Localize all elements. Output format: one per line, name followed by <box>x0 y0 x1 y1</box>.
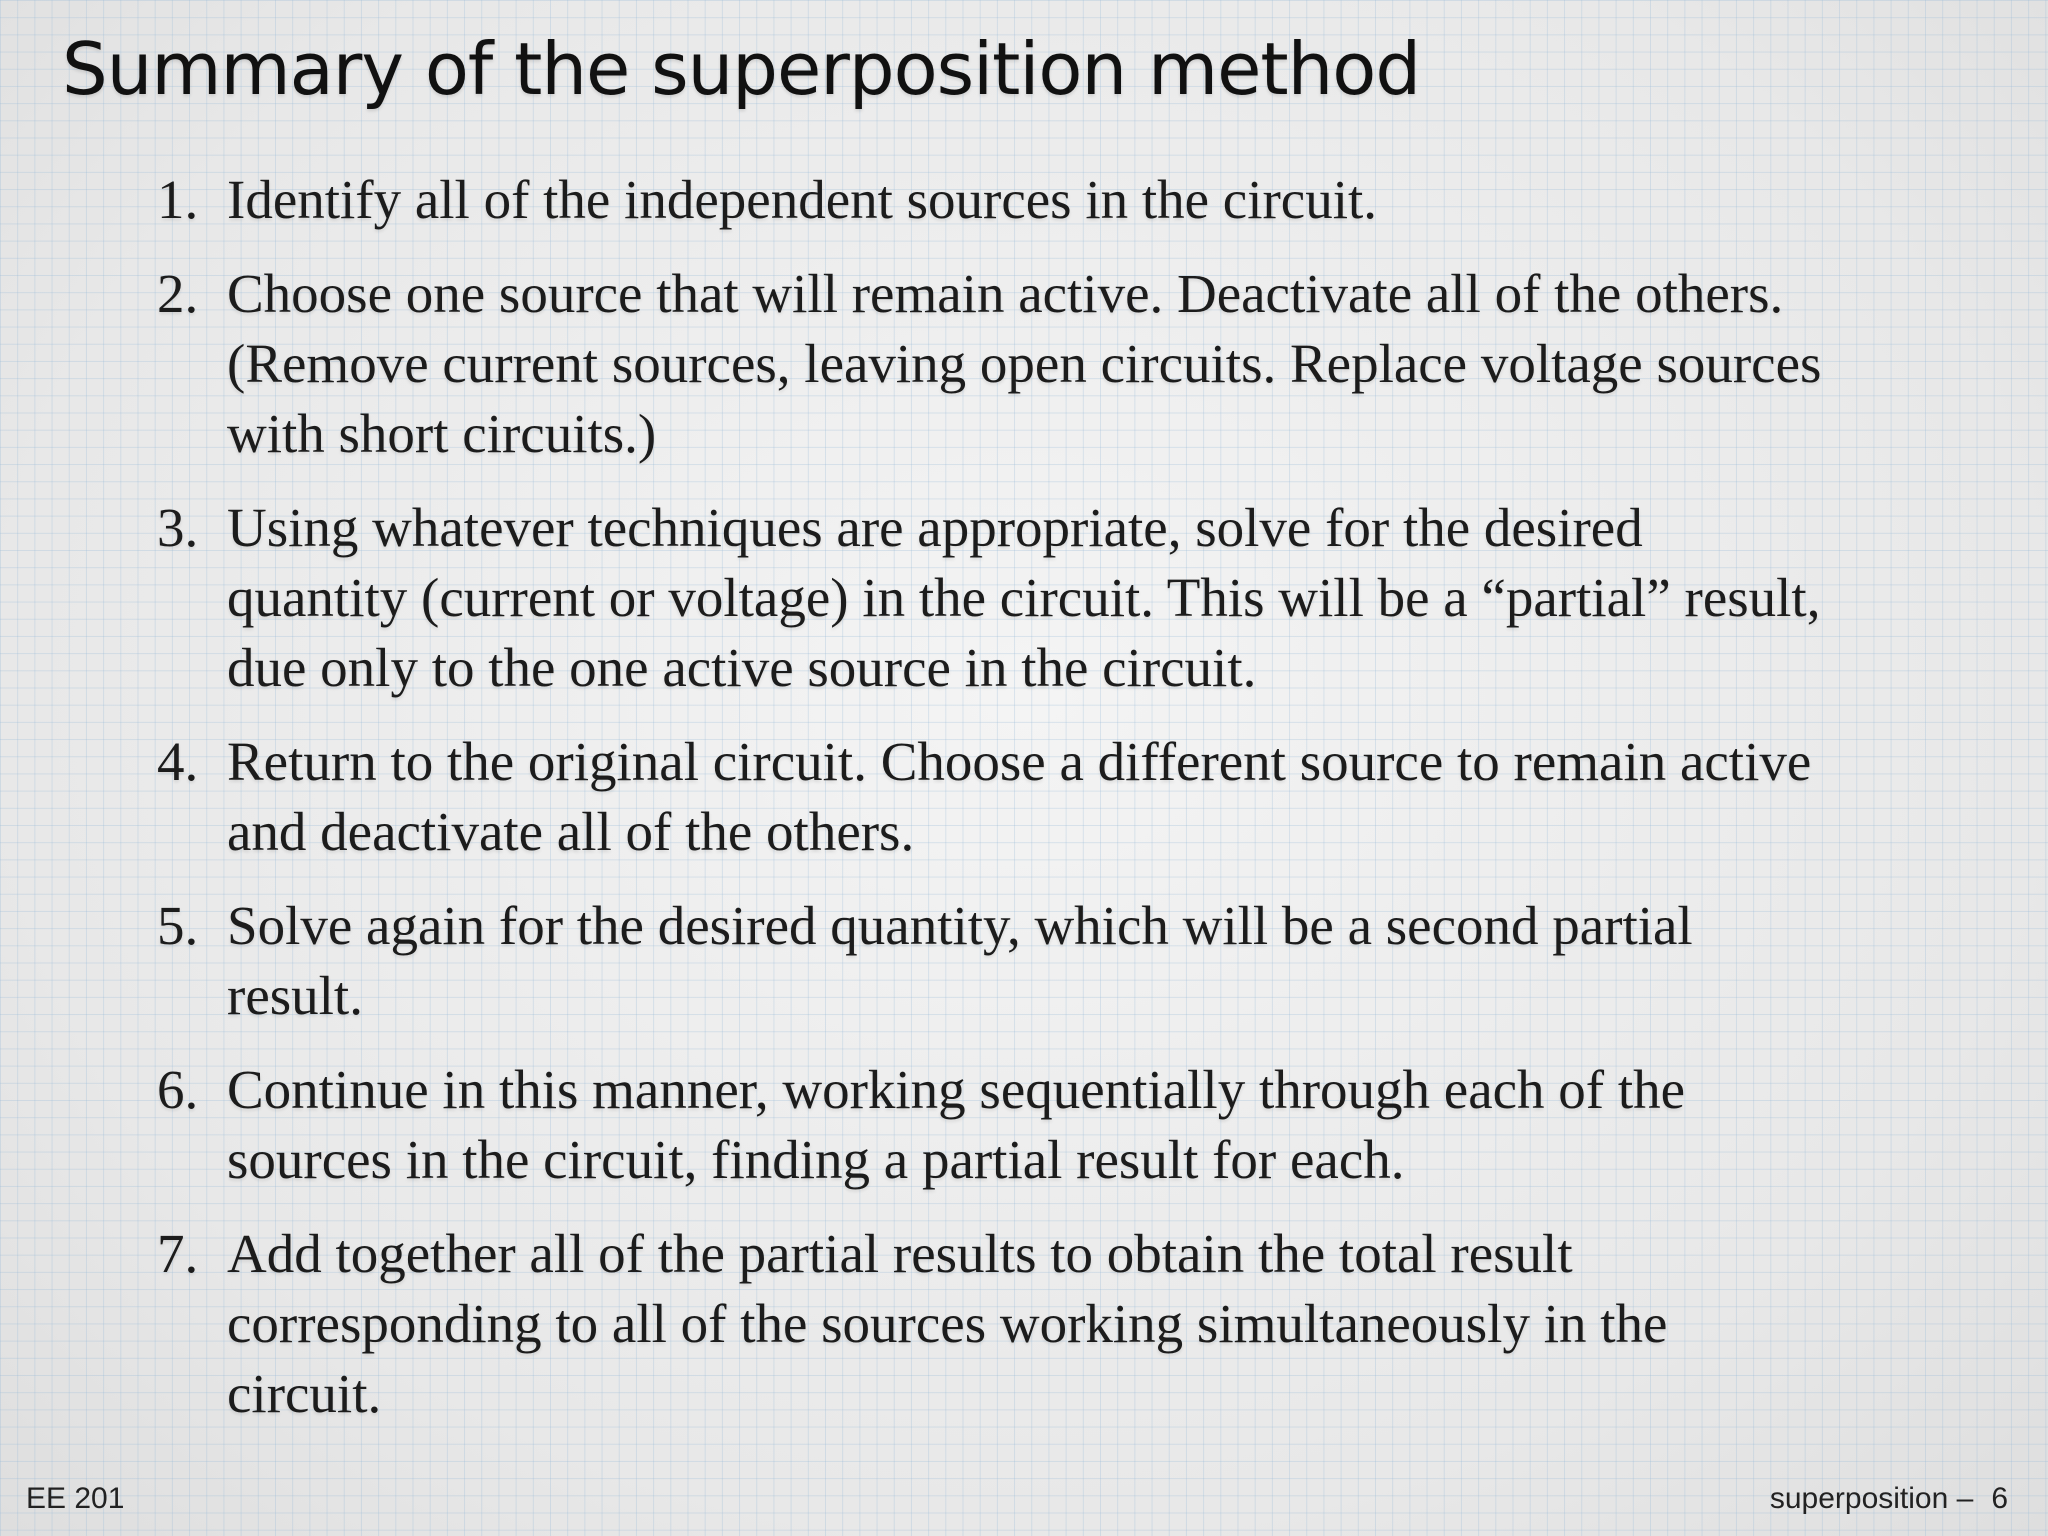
step-number: 5. <box>157 895 199 956</box>
step-item <box>0 165 1827 235</box>
step-number: 7. <box>157 1223 199 1284</box>
step-item <box>0 1055 1827 1195</box>
step-text: Identify all of the independent sources in the circuit. <box>227 169 1378 230</box>
step-text: Solve again for the desired quantity, which will be a second partial result. <box>227 895 1693 1026</box>
footer-page-info <box>1770 1482 2008 1516</box>
step-item <box>0 493 1827 703</box>
footer-topic: superposition – <box>1769 1482 1974 1515</box>
step-text: Add together all of the partial results to obtain the total result corresponding to all of the sources working simultaneously in the circuit. <box>227 1223 1668 1424</box>
step-number: 1. <box>157 169 199 230</box>
step-text: Choose one source that will remain active. Deactivate all of the others. (Remove current sources, leaving open circuits. Replace voltage sources with short circuits.) <box>227 263 1822 464</box>
slide-title: Summary of the superposition method <box>62 27 1421 111</box>
step-number: 4. <box>157 731 199 792</box>
step-number: 3. <box>157 497 199 558</box>
step-text: Return to the original circuit. Choose a different source to remain active and deactivate all of the others. <box>227 731 1812 862</box>
footer-course: EE 201 <box>26 1482 125 1515</box>
step-item <box>0 727 1827 867</box>
step-text: Using whatever techniques are appropriate, solve for the desired quantity (current or voltage) in the circuit. This will be a “partial” result, due only to the one active source in the circuit. <box>227 497 1821 698</box>
step-item <box>0 259 1827 469</box>
step-number: 6. <box>157 1059 199 1120</box>
steps-list <box>0 165 2048 1453</box>
step-text: Continue in this manner, working sequentially through each of the sources in the circuit, finding a partial result for each. <box>227 1059 1686 1190</box>
step-item <box>0 891 1827 1031</box>
step-number: 2. <box>157 263 199 324</box>
step-item <box>0 1219 1827 1429</box>
footer-page-number: 6 <box>1991 1482 2008 1515</box>
